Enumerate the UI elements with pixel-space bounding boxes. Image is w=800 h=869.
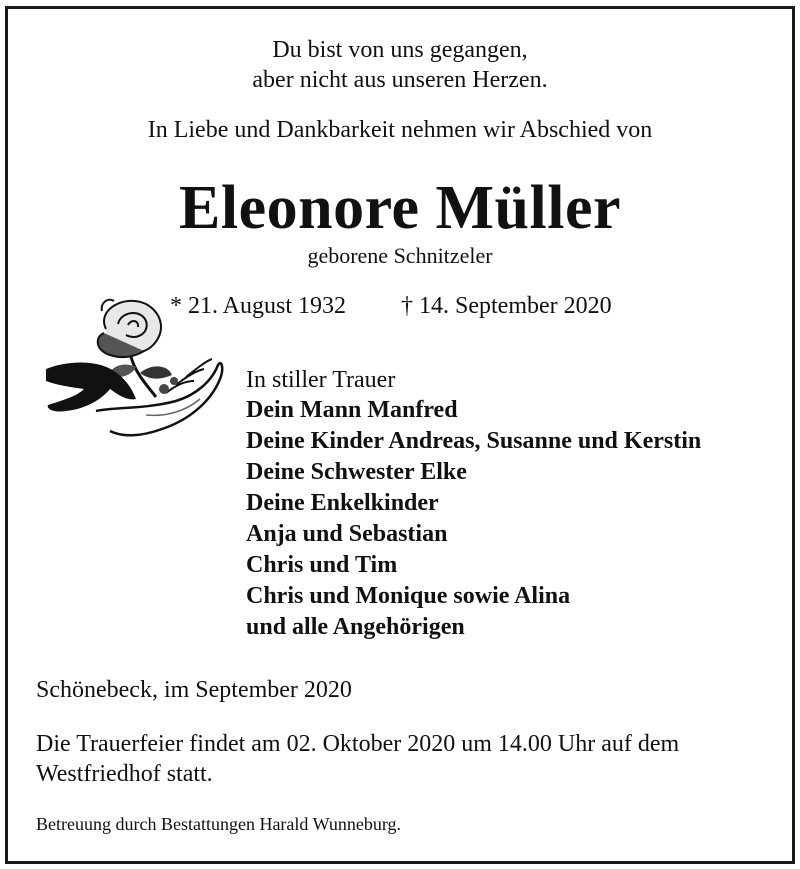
funeral-line-2: Westfriedhof statt. — [36, 761, 213, 787]
deceased-name: Eleonore Müller — [179, 174, 621, 242]
footer-text: Betreuung durch Bestattungen Harald Wunneburg. — [36, 814, 402, 834]
mourner-line: Deine Schwester Elke — [246, 459, 467, 485]
intro-text: In Liebe und Dankbarkeit nehmen wir Abschied von — [147, 117, 653, 143]
quote-line-2: aber nicht aus unseren Herzen. — [252, 67, 548, 93]
mourner-line: Deine Enkelkinder — [246, 490, 439, 516]
place-date: Schönebeck, im September 2020 — [36, 677, 352, 703]
mourner-line: Anja und Sebastian — [246, 521, 448, 547]
mourner-line: Deine Kinder Andreas, Susanne und Kerstin — [246, 428, 702, 454]
birth-date: * 21. August 1932 — [170, 293, 347, 319]
mourner-line: Chris und Tim — [246, 552, 398, 578]
mourner-line: und alle Angehörigen — [246, 614, 465, 640]
birth-name: geborene Schnitzeler — [307, 243, 493, 268]
quote-line-1: Du bist von uns gegangen, — [272, 37, 528, 63]
mourner-line: Chris und Monique sowie Alina — [246, 583, 571, 609]
funeral-line-1: Die Trauerfeier findet am 02. Oktober 2020 um 14.00 Uhr auf dem — [36, 731, 680, 757]
obituary-notice — [5, 6, 795, 864]
rose-in-hands-icon — [36, 289, 226, 449]
death-date: † 14. September 2020 — [401, 293, 612, 319]
mourners-heading: In stiller Trauer — [246, 367, 396, 393]
mourner-line: Dein Mann Manfred — [246, 397, 458, 423]
